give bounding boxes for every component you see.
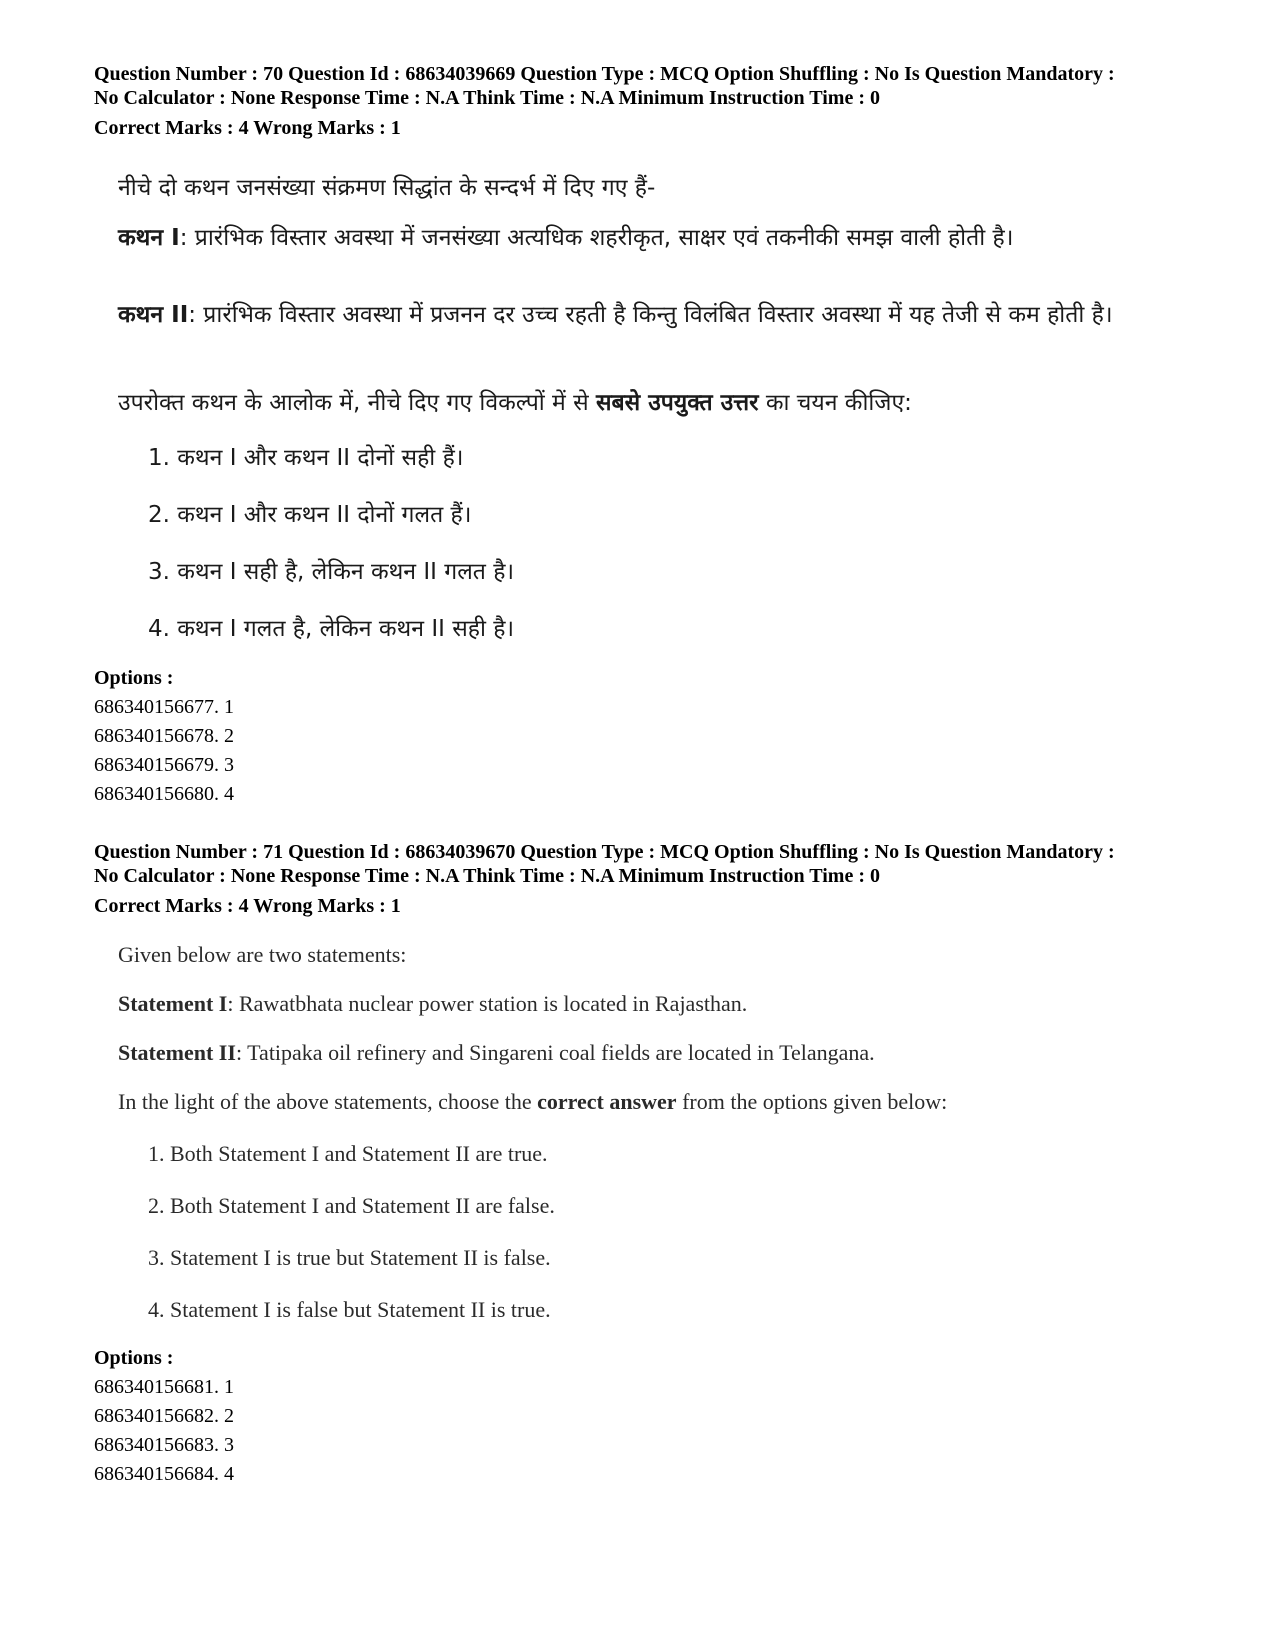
option-1: 686340156681. 1 [94, 1376, 234, 1398]
prompt-bold: सबसे उपयुक्त उत्तर [595, 390, 759, 416]
prompt-post: from the options given below: [676, 1089, 948, 1114]
meta-line-2: No Calculator : None Response Time : N.A Think Time : N.A Minimum Instruction Time : 0 [94, 87, 880, 109]
statement-1-label: Statement I [118, 991, 228, 1016]
option-2: 686340156682. 2 [94, 1405, 234, 1427]
choice-4: 4. Statement I is false but Statement II is true. [148, 1297, 551, 1322]
question-70-body [118, 170, 1198, 650]
prompt-pre: उपरोक्त कथन के आलोक में, नीचे दिए गए विकल्पों में से [118, 390, 596, 416]
statement-2 [118, 1040, 875, 1066]
prompt-bold: correct answer [537, 1089, 677, 1114]
choice-2: 2. Both Statement I and Statement II are false. [148, 1193, 555, 1218]
statement-2-text: : प्रारंभिक विस्तार अवस्था में प्रजनन दर उच्च रहती है किन्तु विलंबित विस्तार अवस्था में यह तेजी से कम होती है। [188, 302, 1113, 328]
statement-1-text: : प्रारंभिक विस्तार अवस्था में जनसंख्या अत्यधिक शहरीकृत, साक्षर एवं तकनीकी समझ वाली होती है। [179, 225, 1014, 251]
statement-2-label: Statement II [118, 1040, 236, 1065]
question-intro: नीचे दो कथन जनसंख्या संक्रमण सिद्धांत के सन्दर्भ में दिए गए हैं- [118, 175, 656, 201]
statement-1-label: कथन I [118, 225, 180, 251]
meta-line-1: Question Number : 71 Question Id : 68634039670 Question Type : MCQ Option Shuffling : No Is Question Mandatory : [94, 841, 1115, 863]
choice-3: 3. Statement I is true but Statement II is false. [148, 1245, 551, 1270]
option-4: 686340156680. 4 [94, 783, 234, 805]
question-prompt [118, 1089, 947, 1115]
choice-3: 3. कथन I सही है, लेकिन कथन II गलत है। [148, 559, 515, 585]
question-70-options [94, 664, 1194, 809]
option-4: 686340156684. 4 [94, 1463, 234, 1485]
question-71-body [118, 942, 1198, 1332]
marks: Correct Marks : 4 Wrong Marks : 1 [94, 117, 401, 139]
option-2: 686340156678. 2 [94, 725, 234, 747]
choice-1: 1. Both Statement I and Statement II are true. [148, 1141, 548, 1166]
meta-line-1: Question Number : 70 Question Id : 68634039669 Question Type : MCQ Option Shuffling : No Is Question Mandatory : [94, 63, 1115, 85]
choice-1: 1. कथन I और कथन II दोनों सही हैं। [148, 445, 464, 471]
option-3: 686340156679. 3 [94, 754, 234, 776]
choice-4: 4. कथन I गलत है, लेकिन कथन II सही है। [148, 616, 515, 642]
statement-2-text: : Tatipaka oil refinery and Singareni coal fields are located in Telangana. [235, 1040, 875, 1065]
question-intro: Given below are two statements: [118, 942, 407, 967]
option-1: 686340156677. 1 [94, 696, 234, 718]
statement-2-label: कथन II [118, 302, 189, 328]
marks: Correct Marks : 4 Wrong Marks : 1 [94, 895, 401, 917]
prompt-post: का चयन कीजिए: [758, 390, 912, 416]
prompt-pre: In the light of the above statements, choose the [118, 1089, 538, 1114]
meta-line-2: No Calculator : None Response Time : N.A Think Time : N.A Minimum Instruction Time : 0 [94, 865, 880, 887]
statement-1-text: : Rawatbhata nuclear power station is located in Rajasthan. [227, 991, 748, 1016]
question-71-options [94, 1344, 1194, 1489]
options-label: Options : [94, 1347, 174, 1369]
question-prompt [118, 385, 912, 417]
question-70-meta [94, 62, 1194, 140]
choice-2: 2. कथन I और कथन II दोनों गलत हैं। [148, 502, 472, 528]
statement-1 [118, 991, 747, 1017]
options-label: Options : [94, 667, 174, 689]
statement-2 [118, 298, 1168, 332]
question-71-meta [94, 840, 1194, 918]
statement-1 [118, 220, 1013, 252]
option-3: 686340156683. 3 [94, 1434, 234, 1456]
